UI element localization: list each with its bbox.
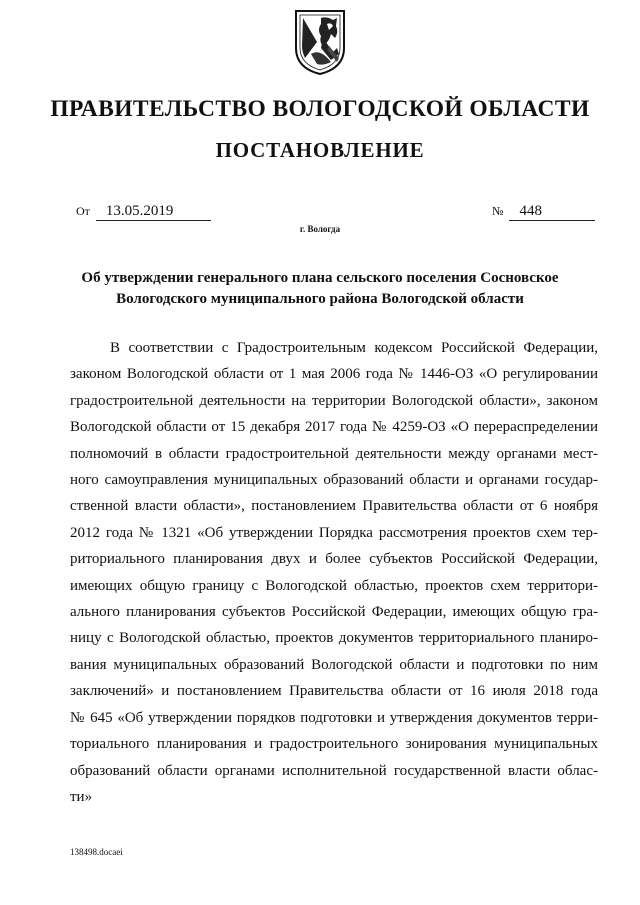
body-paragraph bbox=[70, 335, 598, 810]
document-title bbox=[60, 268, 580, 310]
body-line: Вологодской области от 15 декабря 2017 года № 4259-ОЗ «О перераспределении bbox=[70, 419, 598, 436]
coat-of-arms-emblem bbox=[293, 8, 347, 76]
title-line: Об утверждении генерального плана сельского поселения Сосновское bbox=[81, 270, 559, 286]
body-line: № 645 «Об утверждении порядков подготовки и утверждения документов терри- bbox=[70, 709, 598, 726]
date-value: 13.05.2019 bbox=[105, 203, 174, 219]
number-field bbox=[492, 203, 595, 221]
file-code: 138498.docaei bbox=[70, 847, 123, 857]
city-label: г. Вологда bbox=[299, 224, 341, 234]
body-line: ственной власти области», постановлением Правительства области от 6 ноября bbox=[70, 498, 598, 515]
body-line: ального планирования субъектов Российской Федерации, имеющих общую гра- bbox=[70, 604, 598, 621]
organization-heading: ПРАВИТЕЛЬСТВО ВОЛОГОДСКОЙ ОБЛАСТИ bbox=[50, 96, 590, 122]
body-line: градостроительной деятельности на территории Вологодской области», законом bbox=[70, 392, 598, 409]
body-line: ницу с Вологодской областью, проектов документов территориального планиро- bbox=[70, 630, 598, 647]
body-line: риториального планирования двух и более субъектов Российской Федерации, bbox=[70, 551, 598, 568]
body-line: заключений» и постановлением Правительства области от 16 июля 2018 года bbox=[70, 683, 598, 700]
date-label: От bbox=[76, 204, 90, 218]
title-line: Вологодского муниципального района Вологодской области bbox=[116, 291, 524, 307]
body-line: ти» bbox=[70, 788, 93, 805]
body-line: вания муниципальных образований Вологодской области и подготовки по ним bbox=[70, 656, 598, 673]
body-line: ного самоуправления муниципальных образований области и органами государ- bbox=[70, 472, 598, 489]
number-label: № bbox=[492, 204, 504, 218]
body-line: В соответствии с Градостроительным кодексом Российской Федерации, bbox=[110, 340, 598, 356]
body-line: образований области органами исполнительной государственной власти облас- bbox=[70, 762, 598, 779]
document-type-heading: ПОСТАНОВЛЕНИЕ bbox=[215, 138, 425, 162]
date-field bbox=[76, 203, 211, 221]
body-line: имеющих общую границу с Вологодской областью, проектов схем территори- bbox=[70, 577, 598, 594]
body-line: законом Вологодской области от 1 мая 2006 года № 1446-ОЗ «О регулировании bbox=[70, 366, 598, 383]
body-line: 2012 года № 1321 «Об утверждении Порядка рассмотрения проектов схем тер- bbox=[70, 524, 598, 541]
body-line: ториального планирования и градостроительного зонирования муниципальных bbox=[70, 736, 598, 753]
body-line: полномочий в области градостроительной деятельности между органами мест- bbox=[70, 445, 598, 462]
number-value: 448 bbox=[519, 203, 542, 219]
